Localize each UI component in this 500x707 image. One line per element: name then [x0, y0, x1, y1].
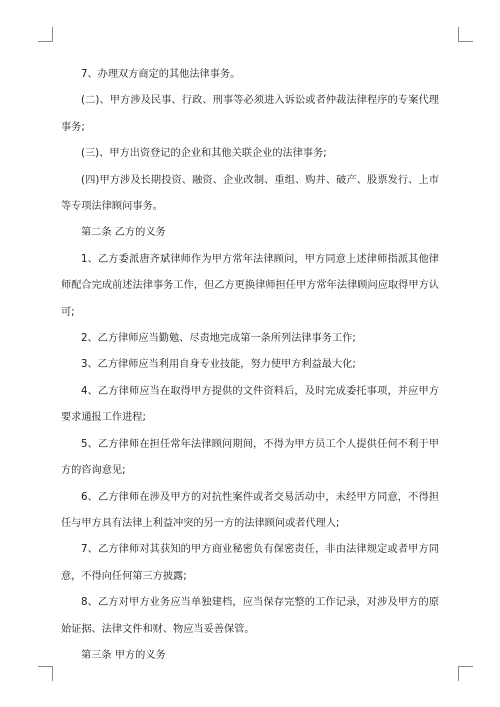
paragraph-duty-7: 7、乙方律师对其获知的甲方商业秘密负有保密责任，非由法律规定或者甲方同意，不得向任何第三方披露; [61, 544, 439, 582]
document-body [61, 62, 439, 669]
paragraph-duty-2: 2、乙方律师应当勤勉、尽责地完成第一条所列法律事务工作; [81, 333, 356, 345]
paragraph-section-2: (二)、甲方涉及民事、行政、刑事等必须进入诉讼或者仲裁法律程序的专案代理事务; [61, 95, 439, 133]
article-2-heading: 第二条 乙方的义务 [81, 227, 166, 239]
paragraph-duty-6: 6、乙方律师在涉及甲方的对抗性案件或者交易活动中，未经甲方同意，不得担任与甲方具有法律上利益冲突的另一方的法律顾问或者代理人; [61, 491, 439, 529]
paragraph-section-3: (三)、甲方出资登记的企业和其他关联企业的法律事务; [81, 148, 327, 160]
crop-mark-top-left [38, 27, 53, 42]
paragraph-duty-3: 3、乙方律师应当利用自身专业技能，努力使甲方利益最大化; [81, 359, 356, 371]
paragraph-duty-5: 5、乙方律师在担任常年法律顾问期间，不得为甲方员工个人提供任何不利于甲方的咨询意见; [61, 438, 439, 477]
paragraph-section-4: (四)甲方涉及长期投资、融资、企业改制、重组、购并、破产、股票发行、上市等专项法律顾问事务。 [61, 174, 439, 213]
paragraph-duty-4: 4、乙方律师应当在取得甲方提供的文件资料后，及时完成委托事项，并应甲方要求通报工作进程; [61, 385, 439, 424]
crop-mark-bottom-right [458, 666, 473, 681]
paragraph-duty-8: 8、乙方对甲方业务应当单独建档，应当保存完整的工作记录，对涉及甲方的原始证据、法律文件和财、物应当妥善保管。 [61, 597, 439, 635]
crop-mark-top-right [458, 27, 473, 42]
paragraph-item-7: 7、办理双方商定的其他法律事务。 [81, 69, 241, 80]
article-3-heading: 第三条 甲方的义务 [81, 649, 166, 661]
paragraph-duty-1: 1、乙方委派唐齐斌律师作为甲方常年法律顾问，甲方同意上述律师指派其他律师配合完成前述法律事务工作，但乙方更换律师担任甲方常年法律顾问应取得甲方认可; [61, 253, 439, 318]
crop-mark-bottom-left [38, 666, 53, 681]
